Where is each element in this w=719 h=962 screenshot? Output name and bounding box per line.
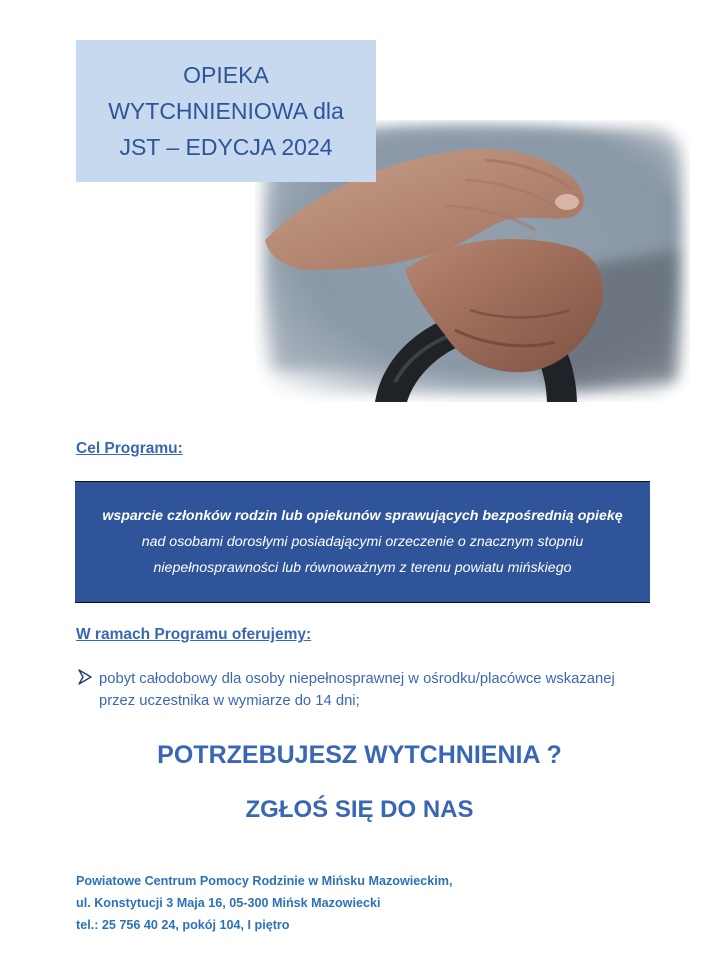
contact-organization: Powiatowe Centrum Pomocy Rodzinie w Mińsku Mazowieckim, bbox=[76, 874, 453, 888]
goal-line-3: niepełnosprawności lub równoważnym z terenu powiatu mińskiego bbox=[153, 560, 572, 576]
title-line-1: OPIEKA bbox=[183, 62, 269, 88]
offer-heading: W ramach Programu oferujemy: bbox=[76, 626, 312, 643]
offer-item-text: pobyt całodobowy dla osoby niepełnosprawnej w ośrodku/placówce wskazanej przez uczestnika w wymiarze do 14 dni; bbox=[99, 671, 615, 709]
contact-info bbox=[76, 870, 452, 936]
goal-heading: Cel Programu: bbox=[76, 440, 183, 457]
cta-subheadline: ZGŁOŚ SIĘ DO NAS bbox=[245, 796, 474, 823]
goal-description-box bbox=[75, 481, 650, 603]
contact-phone: tel.: 25 756 40 24, pokój 104, I piętro bbox=[76, 918, 290, 932]
goal-line-2: nad osobami dorosłymi posiadającymi orzeczenie o znacznym stopniu bbox=[141, 534, 584, 550]
arrowhead-bullet-icon bbox=[78, 669, 92, 685]
cta-headline: POTRZEBUJESZ WYTCHNIENIA ? bbox=[157, 741, 562, 769]
offer-list bbox=[78, 668, 638, 712]
title-line-3: JST – EDYCJA 2024 bbox=[119, 134, 333, 160]
list-item bbox=[78, 668, 638, 712]
goal-line-bold: wsparcie członków rodzin lub opiekunów sprawujących bezpośrednią opiekę bbox=[102, 508, 623, 524]
title-line-2: WYTCHNIENIOWA dla bbox=[108, 98, 344, 124]
contact-address: ul. Konstytucji 3 Maja 16, 05-300 Mińsk Mazowiecki bbox=[76, 896, 381, 910]
program-title-box bbox=[76, 40, 376, 182]
